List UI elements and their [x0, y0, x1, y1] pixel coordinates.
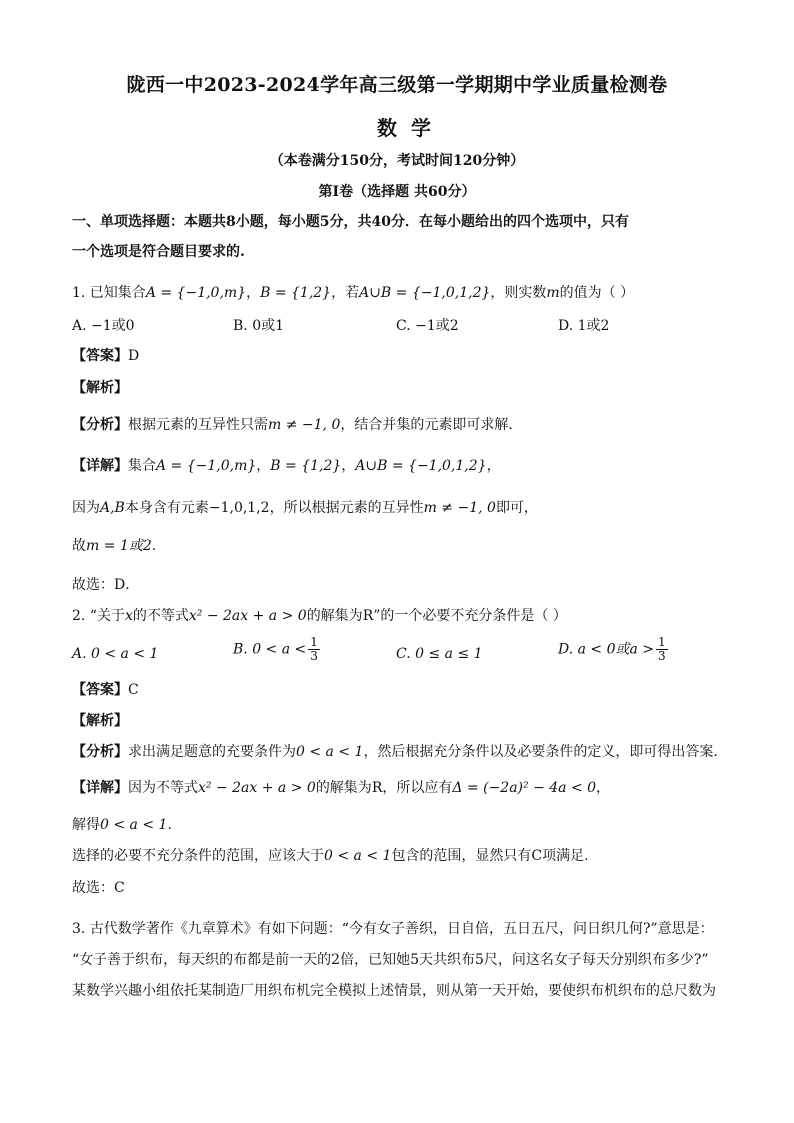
q2-xj1-discriminant: Δ = (−2a)² − 4a < 0	[452, 780, 597, 796]
q2-xj1-real-set: R	[371, 780, 383, 796]
q1-xj3-dot: .	[151, 538, 157, 554]
q2-xj1-comma: ，	[596, 780, 611, 796]
q1-set-a: A = {−1,0,m}	[145, 285, 247, 301]
q1-option-a: A. −1或0	[72, 318, 135, 334]
subject-title: 数学	[377, 116, 445, 140]
q1-xj2-math3: m ≠ −1, 0	[423, 500, 496, 516]
q2-xiangjie-label: 【详解】	[72, 780, 128, 796]
section1-heading-line2: 一个选项是符合题目要求的.	[72, 244, 245, 260]
q2-xj1-text-b: 的解集为	[315, 780, 372, 796]
q1-option-d: D. 1或2	[558, 318, 610, 334]
q2-xj3-text-b: 包含的范围，显然只有C项满足.	[391, 848, 589, 864]
q1-xj1-set-a: A = {−1,0,m}	[156, 458, 257, 474]
q2-prefix: 2. “关于	[72, 608, 125, 624]
q1-end: 的值为（ ）	[559, 285, 635, 301]
q2-option-b-numerator: 1	[310, 635, 318, 649]
q2-option-a: A. 0 < a < 1	[72, 646, 159, 662]
q2-option-d-text: D. a < 0或a >	[558, 641, 655, 658]
q2-xiangjie-2	[72, 815, 172, 835]
q2-option-d-denominator: 3	[658, 649, 666, 663]
q1-fenxi-label: 【分析】	[72, 417, 128, 433]
q2-choose: 故选：C	[72, 880, 125, 896]
q1-suffix: ，则实数	[490, 285, 547, 301]
q2-analysis-label: 【解析】	[72, 713, 128, 729]
q2-xj3-math: 0 < a < 1	[324, 848, 392, 864]
q1-choose: 故选：D．	[72, 577, 140, 593]
q1-option-b: B. 0或1	[233, 318, 285, 334]
q2-var-x: x	[124, 608, 133, 624]
q2-mid1: 的不等式	[132, 608, 189, 624]
q1-xiangjie-2	[72, 498, 538, 518]
q1-xiangjie-3	[72, 536, 156, 556]
q1-union: A∪B = {−1,0,1,2}	[359, 285, 491, 301]
q2-option-d	[558, 636, 670, 663]
q2-stem	[72, 606, 567, 626]
q2-option-c: C. 0 ≤ a ≤ 1	[396, 646, 483, 662]
q2-xj1-text-c: ，所以应有	[382, 780, 453, 796]
q1-prefix: 1. 已知集合	[72, 285, 146, 301]
q3-line1: 3. 古代数学著作《九章算术》有如下问题：“今有女子善织，日自倍，五日五尺，问日织几何?”意思是：	[72, 921, 714, 937]
q1-var: m	[546, 285, 560, 301]
q2-fenxi-text2: ，然后根据充分条件以及必要条件的定义，即可得出答案.	[363, 744, 718, 760]
q2-xj2-text: 解得	[72, 817, 100, 833]
exam-title: 陇西一中2023-2024学年高三级第一学期期中学业质量检测卷	[126, 74, 668, 96]
q2-real-set: R	[362, 608, 374, 624]
q1-xj1-comma1: ，	[256, 458, 271, 474]
q2-answer-value: C	[128, 682, 139, 698]
q1-fenxi-text2: ，结合并集的元素即可求解．	[340, 417, 523, 433]
part-title: 第I卷（选择题 共60分）	[318, 184, 476, 200]
q1-xj2-text-a: 因为	[72, 500, 100, 516]
q1-set-b: B = {1,2}	[260, 285, 332, 301]
q2-option-d-fraction	[656, 636, 668, 663]
exam-info: （本卷满分150分，考试时间120分钟）	[269, 153, 525, 169]
q2-xiangjie-3	[72, 846, 589, 866]
q1-xj3-math: m = 1或2	[86, 538, 152, 554]
q3-line3: 某数学兴趣小组依托某制造厂用织布机完全模拟上述情景，则从第一天开始，要使织布机织布的总尺数为	[72, 983, 716, 999]
q2-option-b-text: B. 0 < a <	[233, 641, 307, 658]
q1-fenxi-math: m ≠ −1, 0	[268, 417, 341, 433]
q2-suffix: ”的一个必要不充分条件是（ ）	[373, 608, 567, 624]
q2-fenxi-label: 【分析】	[72, 744, 128, 760]
q1-fenxi-text1: 根据元素的互异性只需	[128, 417, 268, 433]
q2-fenxi	[72, 742, 718, 762]
q2-option-b-fraction	[308, 636, 320, 663]
q1-xj1-set-b: B = {1,2}	[270, 458, 342, 474]
q2-mid2: 的解集为	[306, 608, 363, 624]
q1-xj1-union: A∪B = {−1,0,1,2}	[355, 458, 487, 474]
q1-answer	[72, 346, 139, 366]
q1-xiangjie-label: 【详解】	[72, 458, 128, 474]
q1-fenxi	[72, 415, 522, 435]
q1-xj2-math2: −1,0,1,2	[208, 500, 270, 516]
q1-xj2-text-b: 本身含有元素	[124, 500, 209, 516]
q2-option-b	[233, 636, 322, 663]
section1-heading-line1: 一、单项选择题：本题共8小题，每小题5分，共40分．在每小题给出的四个选项中，只有	[72, 214, 629, 230]
q2-xj1-inequality: x² − 2ax + a > 0	[198, 780, 316, 796]
q2-fenxi-text1: 求出满足题意的充要条件为	[128, 744, 296, 760]
q1-analysis-label: 【解析】	[72, 380, 128, 396]
q1-xj2-text-d: 即可，	[495, 500, 538, 516]
q1-xj3-text: 故	[72, 538, 86, 554]
q2-xiangjie-1	[72, 778, 610, 798]
q3-line2: “女子善于织布，每天织的布都是前一天的2倍，已知她5天共织布5尺，问这名女子每天分别织布多少?”	[72, 952, 709, 968]
q1-xj1-text: 集合	[128, 458, 156, 474]
q1-answer-label: 【答案】	[72, 348, 128, 364]
q2-option-d-numerator: 1	[658, 635, 666, 649]
q1-xj2-text-c: ，所以根据元素的互异性	[269, 500, 424, 516]
q1-xj1-comma2: ，	[341, 458, 356, 474]
q1-stem	[72, 283, 634, 303]
q1-xiangjie-1	[72, 456, 501, 476]
q1-option-c: C. −1或2	[396, 318, 459, 334]
q2-option-b-denominator: 3	[310, 649, 318, 663]
q2-fenxi-math: 0 < a < 1	[296, 744, 364, 760]
q2-answer-label: 【答案】	[72, 682, 128, 698]
q1-xj2-math1: A,B	[100, 500, 125, 516]
q1-comma: ，	[246, 285, 261, 301]
q2-xj2-dot: .	[167, 817, 172, 833]
q2-inequality: x² − 2ax + a > 0	[188, 608, 307, 624]
q2-xj1-text-a: 因为不等式	[128, 780, 198, 796]
q2-xj3-text-a: 选择的必要不充分条件的范围，应该大于	[72, 848, 324, 864]
q2-xj2-math: 0 < a < 1	[100, 817, 168, 833]
q1-mid: ，若	[331, 285, 360, 301]
q2-answer	[72, 680, 139, 700]
q1-answer-value: D	[128, 348, 140, 364]
q1-xj1-comma3: ，	[486, 458, 501, 474]
